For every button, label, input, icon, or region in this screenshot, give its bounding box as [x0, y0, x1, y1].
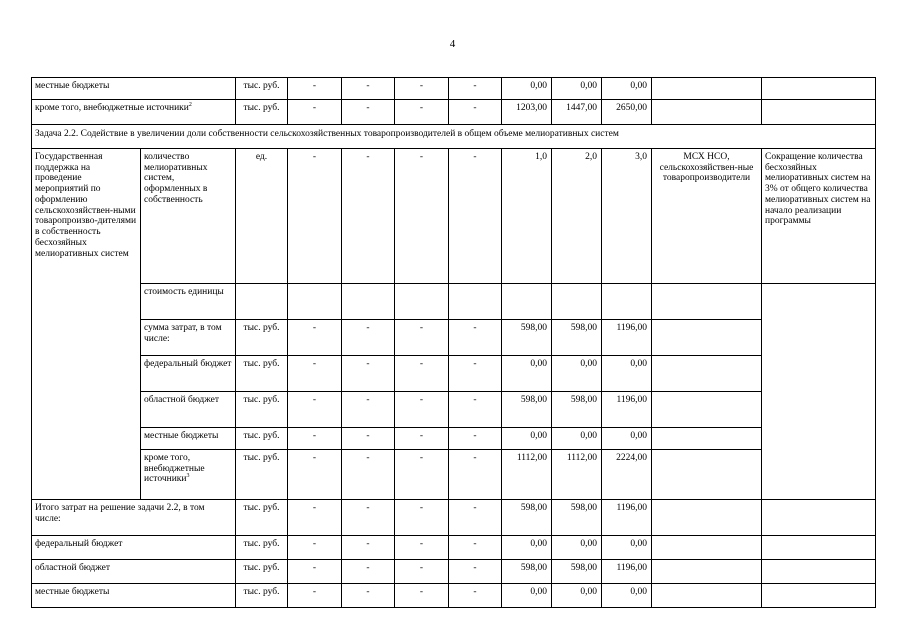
table-row: [32, 536, 876, 560]
year-cell-value: 1196,00: [602, 500, 652, 536]
row-label: [32, 78, 236, 100]
year-cell-empty: -: [288, 320, 342, 356]
result-cell: [762, 100, 876, 125]
result-cell: Сокращение количества бесхозяйных мелиоративных систем на 3% от общего количества мелиоративных систем на начало реализации программы: [762, 149, 876, 284]
year-cell-empty: -: [288, 149, 342, 284]
row-label-text: местные бюджеты: [35, 587, 110, 597]
year-cell-empty: -: [395, 100, 449, 125]
year-cell-empty: -: [288, 584, 342, 608]
year-cell-value: 0,00: [552, 356, 602, 392]
year-cell-value: 598,00: [502, 320, 552, 356]
year-cell-value: 1196,00: [602, 392, 652, 428]
table-row: [32, 284, 876, 320]
year-cell-value: 0,00: [602, 584, 652, 608]
year-cell-empty: -: [288, 560, 342, 584]
year-cell-empty: -: [288, 392, 342, 428]
year-cell-empty: -: [449, 450, 502, 500]
row-label: [32, 584, 236, 608]
table-row: [32, 100, 876, 125]
year-cell-empty: -: [395, 450, 449, 500]
empty-cell: [449, 284, 502, 320]
year-cell-empty: -: [288, 428, 342, 450]
year-cell-empty: -: [342, 500, 395, 536]
year-cell-value: 2224,00: [602, 450, 652, 500]
unit-cell: тыс. руб.: [236, 356, 288, 392]
unit-cell: тыс. руб.: [236, 500, 288, 536]
year-cell-value: 1112,00: [552, 450, 602, 500]
year-cell-empty: -: [342, 536, 395, 560]
table-body: [32, 78, 876, 608]
executors-cell: [652, 584, 762, 608]
result-cell: [762, 536, 876, 560]
executors-cell: [652, 356, 762, 392]
executors-cell: МСХ НСО, сельскохозяйствен-ные товаропроизводители: [652, 149, 762, 284]
year-cell-empty: -: [395, 536, 449, 560]
measure-name: Государственная поддержка на проведение мероприятий по оформлению сельскохозяйствен-ными товаропроизво-дителями в собственность бесхозяйных мелиоративных систем: [32, 149, 141, 500]
table-row: [32, 392, 876, 428]
empty-cell: [652, 284, 762, 320]
year-cell-empty: -: [449, 584, 502, 608]
table-row: [32, 500, 876, 536]
year-cell-empty: -: [449, 500, 502, 536]
unit-cost-label: стоимость единицы: [141, 284, 236, 320]
year-cell-empty: -: [395, 356, 449, 392]
row-label: [32, 560, 236, 584]
row-label-text: кроме того, внебюджетные источники: [35, 103, 189, 113]
year-cell-value: 0,00: [502, 584, 552, 608]
year-cell-empty: -: [288, 78, 342, 100]
result-cell-empty: [762, 284, 876, 500]
result-cell: [762, 500, 876, 536]
unit-cell: тыс. руб.: [236, 536, 288, 560]
year-cell-empty: -: [342, 320, 395, 356]
year-cell-value: 0,00: [602, 78, 652, 100]
year-cell-empty: -: [449, 392, 502, 428]
year-cell-value: 598,00: [502, 560, 552, 584]
program-table: [31, 77, 876, 608]
row-label-text: областной бюджет: [35, 563, 111, 573]
year-cell-empty: -: [342, 428, 395, 450]
row-label: [32, 536, 236, 560]
table-row: [32, 356, 876, 392]
year-cell-value: 1112,00: [502, 450, 552, 500]
row-label-text: федеральный бюджет: [144, 359, 232, 369]
year-cell-empty: -: [395, 149, 449, 284]
year-cell-empty: -: [342, 560, 395, 584]
year-cell-value: 2650,00: [602, 100, 652, 125]
row-label: [141, 450, 236, 500]
unit-cell: тыс. руб.: [236, 584, 288, 608]
unit-cell: ед.: [236, 149, 288, 284]
year-cell-value: 1196,00: [602, 320, 652, 356]
row-label-text: местные бюджеты: [144, 431, 219, 441]
measure-row: [32, 149, 876, 284]
year-cell-empty: -: [395, 78, 449, 100]
year-cell-empty: -: [342, 149, 395, 284]
executors-cell: [652, 100, 762, 125]
row-label-text: сумма затрат, в том числе:: [144, 323, 222, 344]
year-cell-empty: -: [342, 356, 395, 392]
year-cell-empty: -: [449, 100, 502, 125]
year-cell-empty: -: [342, 450, 395, 500]
year-cell-value: 0,00: [552, 536, 602, 560]
year-cell-value: 598,00: [552, 560, 602, 584]
table-row: [32, 584, 876, 608]
task-title: Задача 2.2. Содействие в увеличении доли собственности сельскохозяйственных товаропроизводителей в общем объеме мелиоративных систем: [32, 125, 876, 149]
year-cell-empty: -: [288, 500, 342, 536]
table-row: [32, 450, 876, 500]
year-cell-empty: -: [449, 356, 502, 392]
year-cell-empty: -: [395, 500, 449, 536]
result-cell: [762, 560, 876, 584]
page-number: 4: [449, 38, 456, 50]
year-cell-empty: -: [449, 428, 502, 450]
year-cell-value: 598,00: [502, 500, 552, 536]
result-cell: [762, 78, 876, 100]
row-label: [141, 320, 236, 356]
unit-cell: тыс. руб.: [236, 320, 288, 356]
year-cell-value: 1203,00: [502, 100, 552, 125]
row-label-text: кроме того, внебюджетные источники: [144, 453, 205, 485]
executors-cell: [652, 392, 762, 428]
empty-cell: [602, 284, 652, 320]
row-label: [141, 392, 236, 428]
year-cell-value: 2,0: [552, 149, 602, 284]
year-cell-empty: -: [395, 320, 449, 356]
year-cell-value: 598,00: [552, 392, 602, 428]
row-label: [32, 100, 236, 125]
year-cell-value: 598,00: [552, 320, 602, 356]
empty-cell: [236, 284, 288, 320]
row-label-text: Итого затрат на решение задачи 2.2, в том числе:: [35, 503, 205, 524]
footnote-mark: 3: [186, 473, 190, 480]
year-cell-empty: -: [288, 536, 342, 560]
year-cell-empty: -: [449, 560, 502, 584]
year-cell-empty: -: [288, 100, 342, 125]
year-cell-empty: -: [288, 356, 342, 392]
executors-cell: [652, 450, 762, 500]
empty-cell: [395, 284, 449, 320]
year-cell-empty: -: [342, 392, 395, 428]
unit-cell: тыс. руб.: [236, 78, 288, 100]
year-cell-value: 0,00: [552, 428, 602, 450]
year-cell-empty: -: [342, 78, 395, 100]
row-label: [141, 428, 236, 450]
year-cell-value: 0,00: [502, 428, 552, 450]
year-cell-value: 0,00: [602, 536, 652, 560]
unit-cell: тыс. руб.: [236, 560, 288, 584]
empty-cell: [552, 284, 602, 320]
year-cell-value: 1447,00: [552, 100, 602, 125]
unit-cell: тыс. руб.: [236, 450, 288, 500]
year-cell-empty: -: [342, 584, 395, 608]
table-row: [32, 560, 876, 584]
executors-cell: [652, 78, 762, 100]
table-row: [32, 78, 876, 100]
year-cell-empty: -: [449, 78, 502, 100]
year-cell-value: 0,00: [502, 78, 552, 100]
result-cell: [762, 584, 876, 608]
year-cell-value: 0,00: [602, 356, 652, 392]
executors-cell: [652, 500, 762, 536]
year-cell-empty: -: [288, 450, 342, 500]
empty-cell: [288, 284, 342, 320]
executors-cell: [652, 428, 762, 450]
row-label: [141, 356, 236, 392]
year-cell-value: 0,00: [552, 78, 602, 100]
year-cell-empty: -: [395, 560, 449, 584]
year-cell-value: 0,00: [602, 428, 652, 450]
table-row: [32, 320, 876, 356]
year-cell-value: 1,0: [502, 149, 552, 284]
year-cell-value: 1196,00: [602, 560, 652, 584]
year-cell-value: 3,0: [602, 149, 652, 284]
year-cell-value: 0,00: [502, 356, 552, 392]
year-cell-value: 0,00: [502, 536, 552, 560]
year-cell-empty: -: [395, 392, 449, 428]
task-row: [32, 125, 876, 149]
empty-cell: [342, 284, 395, 320]
empty-cell: [502, 284, 552, 320]
executors-cell: [652, 560, 762, 584]
year-cell-empty: -: [342, 100, 395, 125]
row-label: [32, 500, 236, 536]
year-cell-value: 0,00: [552, 584, 602, 608]
indicator-name: количество мелиоративных систем, оформленных в собственность: [141, 149, 236, 284]
row-label-text: местные бюджеты: [35, 81, 110, 91]
executors-cell: [652, 320, 762, 356]
footnote-mark: 2: [188, 101, 192, 108]
year-cell-empty: -: [449, 320, 502, 356]
year-cell-empty: -: [449, 149, 502, 284]
unit-cell: тыс. руб.: [236, 100, 288, 125]
executors-cell: [652, 536, 762, 560]
year-cell-empty: -: [449, 536, 502, 560]
year-cell-empty: -: [395, 584, 449, 608]
year-cell-empty: -: [395, 428, 449, 450]
unit-cell: тыс. руб.: [236, 392, 288, 428]
row-label-text: областной бюджет: [144, 395, 220, 405]
year-cell-value: 598,00: [552, 500, 602, 536]
row-label-text: федеральный бюджет: [35, 539, 123, 549]
year-cell-value: 598,00: [502, 392, 552, 428]
table-row: [32, 428, 876, 450]
unit-cell: тыс. руб.: [236, 428, 288, 450]
